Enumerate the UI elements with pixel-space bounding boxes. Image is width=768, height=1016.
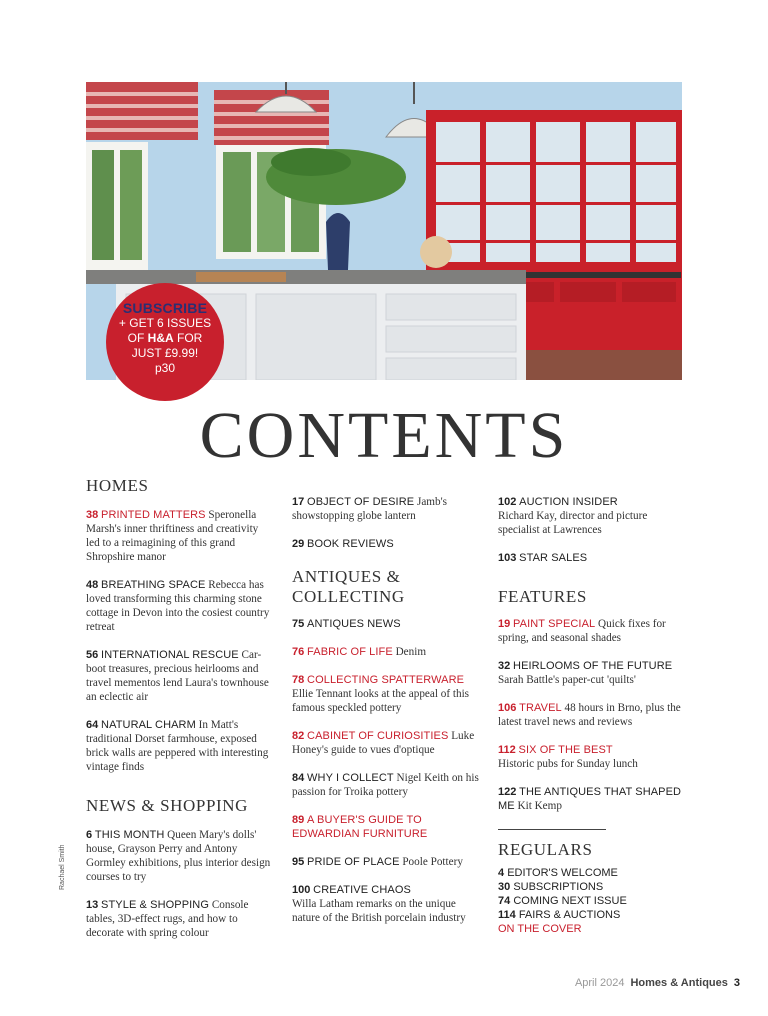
toc-entry[interactable]: 19 PAINT SPECIAL Quick fixes for spring, and seasonal shades	[498, 618, 666, 644]
toc-entry[interactable]: 78 COLLECTING SPATTERWARE Ellie Tennant looks at the appeal of this famous speckled pottery	[292, 674, 470, 714]
page-title: CONTENTS	[199, 399, 569, 472]
toc-entry[interactable]: 56 INTERNATIONAL RESCUE Car-boot treasures, precious heirlooms and travel mementos lend Laura's townhouse an eclectic air	[86, 649, 269, 703]
toc-entry[interactable]: 89 A BUYER'S GUIDE TO EDWARDIAN FURNITURE	[292, 814, 428, 840]
toc-entry[interactable]: 112 SIX OF THE BEST Historic pubs for Sunday lunch	[498, 744, 638, 770]
column-right	[498, 495, 688, 813]
toc-entry[interactable]: 32 HEIRLOOMS OF THE FUTURE Sarah Battle's paper-cut 'quilts'	[498, 660, 673, 686]
toc-entry[interactable]: 4 EDITOR'S WELCOME	[498, 867, 618, 879]
badge-line: JUST £9.99!	[131, 346, 199, 360]
toc-entry[interactable]: 106 TRAVEL 48 hours in Brno, plus the latest travel news and reviews	[498, 702, 681, 728]
badge-line: + GET 6 ISSUES	[118, 316, 212, 330]
issue-date: April 2024	[574, 977, 625, 989]
toc-entry[interactable]: 102 AUCTION INSIDER Richard Kay, director and picture specialist at Lawrences	[498, 496, 648, 536]
badge-line: OF H&A FOR	[127, 331, 203, 345]
column-middle	[292, 495, 482, 925]
toc-entry[interactable]: 13 STYLE & SHOPPING Console tables, 3D-effect rugs, and how to decorate with spring colour	[86, 899, 249, 939]
page-number: 3	[733, 977, 740, 989]
section-regulars-heading: REGULARS	[498, 840, 593, 859]
toc-entry[interactable]: 30 SUBSCRIPTIONS	[498, 881, 604, 893]
subscribe-badge[interactable]	[106, 283, 224, 401]
toc-entry[interactable]: 76 FABRIC OF LIFE Denim	[292, 646, 427, 658]
badge-title: SUBSCRIBE	[122, 300, 208, 316]
badge-page: p30	[154, 361, 176, 375]
toc-entry[interactable]: 38 PRINTED MATTERS Speronella Marsh's inner thriftiness and creativity led to a reimagining of this grand Shropshire manor	[86, 509, 259, 563]
section-news-heading: NEWS & SHOPPING	[86, 796, 249, 815]
toc-entry[interactable]: 100 CREATIVE CHAOS Willa Latham remarks on the unique nature of the British porcelain industry	[292, 884, 466, 924]
section-features-heading: FEATURES	[498, 587, 587, 606]
toc-entry[interactable]: 103 STAR SALES	[498, 552, 588, 564]
regulars-divider	[498, 829, 606, 830]
toc-entry[interactable]: 114 FAIRS & AUCTIONS	[498, 909, 621, 921]
toc-entry[interactable]: 29 BOOK REVIEWS	[292, 538, 394, 550]
section-homes-heading: HOMES	[86, 476, 149, 495]
on-the-cover-link[interactable]: ON THE COVER	[498, 923, 582, 935]
toc-entry[interactable]: 64 NATURAL CHARM In Matt's traditional Dorset farmhouse, exposed brick walls are peppered with interesting vintage finds	[86, 719, 269, 773]
photo-credit: Rachael Smith	[59, 844, 66, 890]
toc-entry[interactable]: 48 BREATHING SPACE Rebecca has loved transforming this charming stone cottage in Devon into the cosiest country retreat	[86, 579, 270, 633]
toc-entry[interactable]: 122 THE ANTIQUES THAT SHAPED ME Kit Kemp	[498, 786, 682, 812]
toc-entry[interactable]: 82 CABINET OF CURIOSITIES Luke Honey's guide to vues d'optique	[292, 730, 475, 756]
toc-entry[interactable]: 74 COMING NEXT ISSUE	[498, 895, 627, 907]
toc-entry[interactable]: 95 PRIDE OF PLACE Poole Pottery	[292, 856, 463, 868]
toc-entry[interactable]: 84 WHY I COLLECT Nigel Keith on his passion for Troika pottery	[292, 772, 479, 798]
magazine-name: Homes & Antiques	[630, 977, 728, 989]
regulars-block	[498, 840, 688, 936]
column-left	[86, 476, 271, 940]
section-antiques-heading: ANTIQUES & COLLECTING	[292, 567, 405, 606]
toc-entry[interactable]: 17 OBJECT OF DESIRE Jamb's showstopping globe lantern	[292, 496, 447, 522]
toc-entry[interactable]: 75 ANTIQUES NEWS	[292, 618, 401, 630]
page-footer	[575, 977, 740, 989]
badge-brand: H&A	[147, 331, 174, 345]
regulars-list	[498, 866, 688, 936]
toc-entry[interactable]: 6 THIS MONTH Queen Mary's dolls' house, Grayson Perry and Antony Gormley exhibitions, plus interior design courses to try	[86, 829, 271, 883]
